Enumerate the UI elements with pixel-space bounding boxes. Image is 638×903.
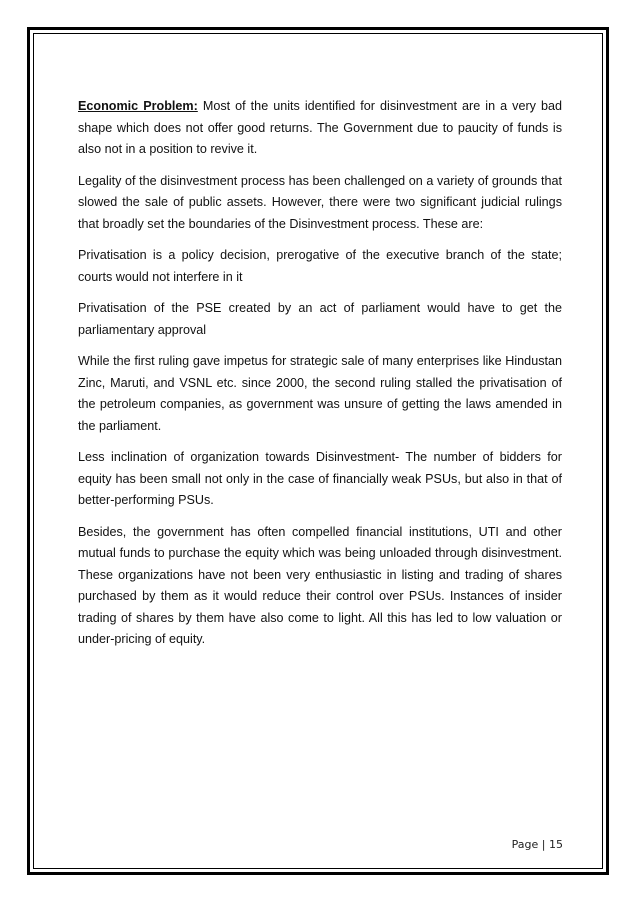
page-number: Page | 15 bbox=[511, 838, 563, 851]
paragraph-ruling-impact: While the first ruling gave impetus for strategic sale of many enterprises like Hindustan Zinc, Maruti, and VSNL etc. since 2000, the second ruling stalled the privatisation of the petroleum companies, as government was unsure of getting the laws amended in the parliament. bbox=[78, 354, 562, 433]
economic-problem-text: Most of the units identified for disinvestment are in a very bad shape which does not offer good returns. The Government due to paucity of funds is also not in a position to revive it. bbox=[78, 99, 562, 156]
paragraph-economic-problem bbox=[78, 96, 562, 161]
economic-problem-heading: Economic Problem: bbox=[78, 99, 198, 113]
paragraph-legality: Legality of the disinvestment process has been challenged on a variety of grounds that slowed the sale of public assets. However, there were two significant judicial rulings that broadly set the boundaries of the Disinvestment process. These are: bbox=[78, 173, 562, 231]
paragraph-besides: Besides, the government has often compelled financial institutions, UTI and other mutual funds to purchase the equity which was being unloaded through disinvestment. These organizations have not been very enthusiastic in listing and trading of shares purchased by them as it would reduce their control over PSUs. Instances of insider trading of shares by them have also come to light. All this has led to low valuation or under-pricing of equity. bbox=[78, 524, 562, 646]
paragraph-ruling-two: Privatisation of the PSE created by an act of parliament would have to get the parliamentary approval bbox=[78, 301, 562, 337]
paragraph-less-inclination: Less inclination of organization towards Disinvestment- The number of bidders for equity has been small not only in the case of financially weak PSUs, but also in that of better-performing PSUs. bbox=[78, 450, 562, 507]
paragraph-ruling-one: Privatisation is a policy decision, prerogative of the executive branch of the state; courts would not interfere in it bbox=[78, 248, 562, 284]
document-body bbox=[78, 96, 562, 661]
